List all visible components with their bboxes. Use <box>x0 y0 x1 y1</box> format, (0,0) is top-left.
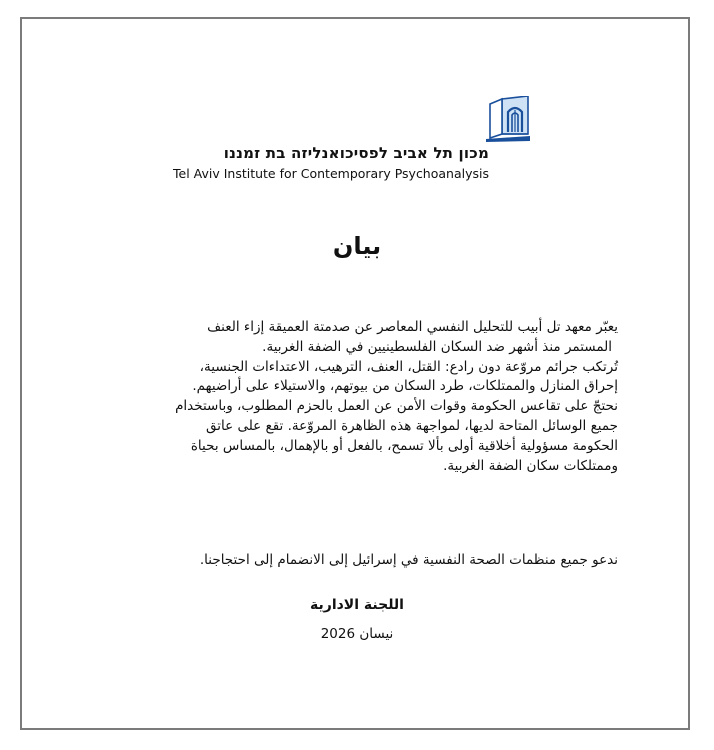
institute-name-english: Tel Aviv Institute for Contemporary Psychoanalysis <box>173 166 489 181</box>
institute-name-hebrew: מכון תל אביב לפסיכואנליזה בת זמננו <box>223 144 489 162</box>
paragraph-2-line-6: وممتلكات سكان الضفة الغربية. <box>443 457 618 474</box>
paragraph-2-line-2: إحراق المنازل والممتلكات، طرد السكان من بيوتهم، والاستيلاء على أراضيهم. <box>192 378 618 395</box>
paragraph-2-line-5: الحكومة مسؤولية أخلاقية أولى بألا تسمح، بالفعل أو بالإهمال، بالمساس بحياة <box>190 437 618 454</box>
statement-body <box>100 318 618 476</box>
institute-building-logo-icon <box>484 96 532 142</box>
paragraph-2-line-1: تُرتكب جرائم مروّعة دون رادع: القتل، العنف، الترهيب، الاعتداءات الجنسية، <box>199 358 618 375</box>
paragraph-2-line-4: جميع الوسائل المتاحة لديها، لمواجهة هذه الظاهرة المروّعة. تقع على عاتق <box>205 417 618 434</box>
institute-logo <box>158 96 541 191</box>
signature: اللجنة الادارية <box>310 597 404 613</box>
call-to-action: ندعو جميع منظمات الصحة النفسية في إسرائيل إلى الانضمام إلى احتجاجنا. <box>199 552 618 568</box>
paragraph-2-line-3: نحتجّ على تقاعس الحكومة وقوات الأمن عن العمل بالحزم المطلوب، وباستخدام <box>175 398 618 415</box>
statement-date: نيسان 2026 <box>320 626 394 642</box>
paragraph-1-line-1: يعبّر معهد تل أبيب للتحليل النفسي المعاصر عن صدمتة العميقة إزاء العنف <box>207 319 618 335</box>
paragraph-1-line-2: المستمر منذ أشهر ضد السكان الفلسطينيين في الضفة الغربية. <box>262 338 612 355</box>
statement-title: بيان <box>332 232 382 260</box>
